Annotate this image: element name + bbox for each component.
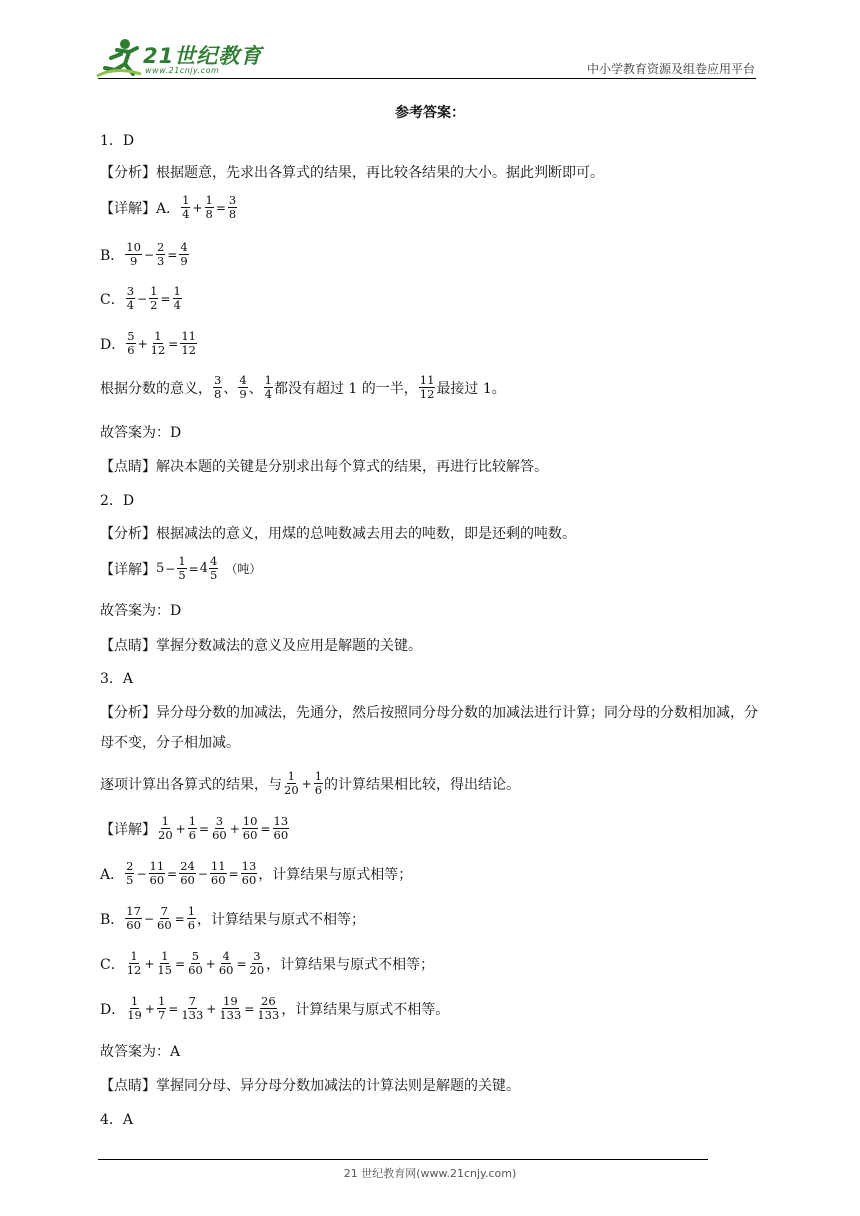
q2-answer: 2．D	[100, 493, 135, 509]
fraction: $\frac{3}{8}$	[228, 193, 237, 221]
fraction: $\frac{7}{60}$	[157, 904, 172, 932]
q2-note: 【点睛】掌握分数减法的意义及应用是解题的关键。	[100, 638, 422, 654]
footer-text: 21 世纪教育网(www.21cnjy.com)	[343, 1167, 517, 1180]
fraction: $\frac{1}{7}$	[157, 994, 166, 1022]
logo-text: 21世纪教育	[143, 44, 263, 68]
q1-conclusion: 故答案为：D	[100, 425, 182, 441]
label: 【详解】	[100, 821, 156, 838]
label: 【详解】A．	[100, 200, 181, 217]
q3-detail: 【详解】 $\frac{1}{20}$ + $\frac{1}{6}$ = $\frac{3}{60}$ + $\frac{10}{60}$ = $\frac{13}{60}$	[100, 814, 289, 842]
q1-detail-a: 【详解】A． $\frac{1}{4}$ + $\frac{1}{8}$ = $\frac{3}{8}$	[100, 193, 237, 221]
q3-analysis: 【分析】异分母分数的加减法，先通分，然后按照同分母分数的加减法进行计算；同分母的分数相加减，分母不变，分子相加减。	[100, 705, 758, 751]
fraction: $\frac{4}{5}$	[210, 554, 218, 582]
fraction: $\frac{11}{12}$	[181, 329, 196, 357]
text: 最接过 1。	[436, 380, 506, 397]
fraction: $\frac{7}{133}$	[181, 994, 204, 1022]
q2-conclusion: 故答案为：D	[100, 603, 182, 619]
label: A．	[100, 866, 125, 883]
q3-note: 【点睛】掌握同分母、异分母分数加减法的计算法则是解题的关键。	[100, 1078, 520, 1094]
label: D．	[100, 1001, 126, 1018]
runner-logo-icon	[95, 36, 143, 80]
q2-detail: 【详解】 5 − $\frac{1}{5}$ = 4 $\frac{4}{5}$ （吨）	[100, 554, 262, 582]
footer-divider	[98, 1159, 708, 1160]
header-divider	[98, 78, 756, 79]
fraction: $\frac{1}{12}$	[126, 949, 142, 977]
q1-detail-d: D． $\frac{5}{6}$ + $\frac{1}{12}$ = $\frac{11}{12}$	[100, 329, 196, 357]
fraction: $\frac{1}{4}$	[182, 193, 190, 221]
fraction: $\frac{13}{60}$	[241, 859, 257, 887]
q1-detail-b: B． $\frac{10}{9}$ − $\frac{2}{3}$ = $\frac{4}{9}$	[100, 240, 188, 268]
fraction: $\frac{1}{2}$	[150, 284, 158, 312]
text: ，计算结果与原式相等；	[258, 866, 413, 883]
fraction: $\frac{11}{60}$	[210, 859, 226, 887]
fraction: $\frac{24}{60}$	[180, 859, 195, 887]
fraction: $\frac{1}{20}$	[158, 814, 173, 842]
label: C．	[100, 291, 125, 308]
fraction: $\frac{1}{5}$	[178, 554, 186, 582]
q1-meaning	[100, 374, 506, 401]
text: ，计算结果与原式不相等。	[281, 1001, 450, 1018]
fraction: $\frac{4}{9}$	[239, 373, 247, 401]
q3-answer: 3．A	[100, 671, 134, 687]
q2-analysis: 【分析】根据减法的意义，用煤的总吨数减去用去的吨数，即是还剩的吨数。	[100, 526, 576, 542]
label: B．	[100, 247, 125, 264]
fraction: $\frac{3}{20}$	[249, 949, 265, 977]
q3-option-b: B． $\frac{17}{60}$ − $\frac{7}{60}$ = $\frac{1}{6}$ ，计算结果与原式不相等；	[100, 904, 366, 932]
text: 的计算结果相比较，得出结论。	[324, 776, 521, 793]
text: ，计算结果与原式不相等；	[197, 911, 366, 928]
fraction: $\frac{2}{5}$	[126, 859, 134, 887]
fraction: $\frac{17}{60}$	[126, 904, 141, 932]
text: 根据分数的意义，	[100, 380, 212, 397]
q3-option-c: C． $\frac{1}{12}$ + $\frac{1}{15}$ = $\frac{5}{60}$ + $\frac{4}{60}$ = $\frac{3}{20}$ ，计算结果与原式不相等；	[100, 949, 435, 977]
q1-analysis: 【分析】根据题意，先求出各算式的结果，再比较各结果的大小。据此判断即可。	[100, 165, 604, 181]
q1-answer: 1．D	[100, 133, 135, 149]
q3-option-a: A． $\frac{2}{5}$ − $\frac{11}{60}$ = $\frac{24}{60}$ − $\frac{11}{60}$ = $\frac{13}{60}$ ，计算结果与原式相等；	[100, 859, 413, 887]
text: ，计算结果与原式不相等；	[266, 956, 435, 973]
fraction: $\frac{1}{4}$	[264, 373, 272, 401]
q3-conclusion: 故答案为：A	[100, 1044, 181, 1060]
text: 、	[248, 380, 263, 397]
fraction: $\frac{1}{15}$	[157, 949, 173, 977]
fraction: $\frac{19}{133}$	[219, 994, 242, 1022]
fraction: $\frac{11}{60}$	[149, 859, 165, 887]
fraction: $\frac{1}{20}$	[284, 769, 299, 797]
fraction: $\frac{10}{60}$	[242, 814, 258, 842]
fraction: $\frac{26}{133}$	[257, 994, 280, 1022]
text: 都没有超过 1 的一半，	[273, 380, 418, 397]
page-title: 参考答案：	[395, 105, 465, 121]
fraction: $\frac{5}{60}$	[188, 949, 203, 977]
text: 逐项计算出各算式的结果，与	[100, 776, 282, 793]
fraction: $\frac{3}{8}$	[214, 373, 222, 401]
q3-option-d: D． $\frac{1}{19}$ + $\frac{1}{7}$ = $\frac{7}{133}$ + $\frac{19}{133}$ = $\frac{26}{133}$ ，计算结果与原式不相等。	[100, 994, 450, 1022]
logo-url: www.21cnjy.com	[145, 66, 220, 75]
fraction: $\frac{10}{9}$	[126, 240, 141, 268]
label: D．	[100, 336, 126, 353]
header-platform-text: 中小学教育资源及组卷应用平台	[586, 62, 755, 76]
label: 【详解】	[100, 561, 156, 578]
fraction: $\frac{3}{4}$	[126, 284, 135, 312]
fraction: $\frac{1}{4}$	[173, 284, 181, 312]
fraction: $\frac{1}{6}$	[314, 769, 323, 797]
text: 、	[223, 380, 238, 397]
label: B．	[100, 911, 125, 928]
q1-detail-c: C． $\frac{3}{4}$ − $\frac{1}{2}$ = $\frac{1}{4}$	[100, 284, 181, 312]
q3-compare: 逐项计算出各算式的结果，与 $\frac{1}{20}$ + $\frac{1}{6}$ 的计算结果相比较，得出结论。	[100, 769, 521, 797]
fraction: $\frac{1}{6}$	[188, 814, 197, 842]
q4-answer: 4．A	[100, 1112, 134, 1128]
unit: （吨）	[225, 562, 262, 576]
label: C．	[100, 956, 125, 973]
fraction: $\frac{2}{3}$	[157, 240, 165, 268]
q1-note: 【点睛】解决本题的关键是分别求出每个算式的结果，再进行比较解答。	[100, 459, 548, 475]
fraction: $\frac{1}{6}$	[187, 904, 196, 932]
fraction: $\frac{1}{8}$	[205, 193, 213, 221]
fraction: $\frac{5}{6}$	[127, 329, 135, 357]
logo	[95, 36, 265, 80]
fraction: $\frac{1}{12}$	[150, 329, 166, 357]
fraction: $\frac{11}{12}$	[419, 373, 435, 401]
fraction: $\frac{1}{19}$	[127, 994, 142, 1022]
fraction: $\frac{4}{60}$	[218, 949, 234, 977]
fraction: $\frac{4}{9}$	[180, 240, 188, 268]
fraction: $\frac{3}{60}$	[212, 814, 227, 842]
fraction: $\frac{13}{60}$	[273, 814, 289, 842]
